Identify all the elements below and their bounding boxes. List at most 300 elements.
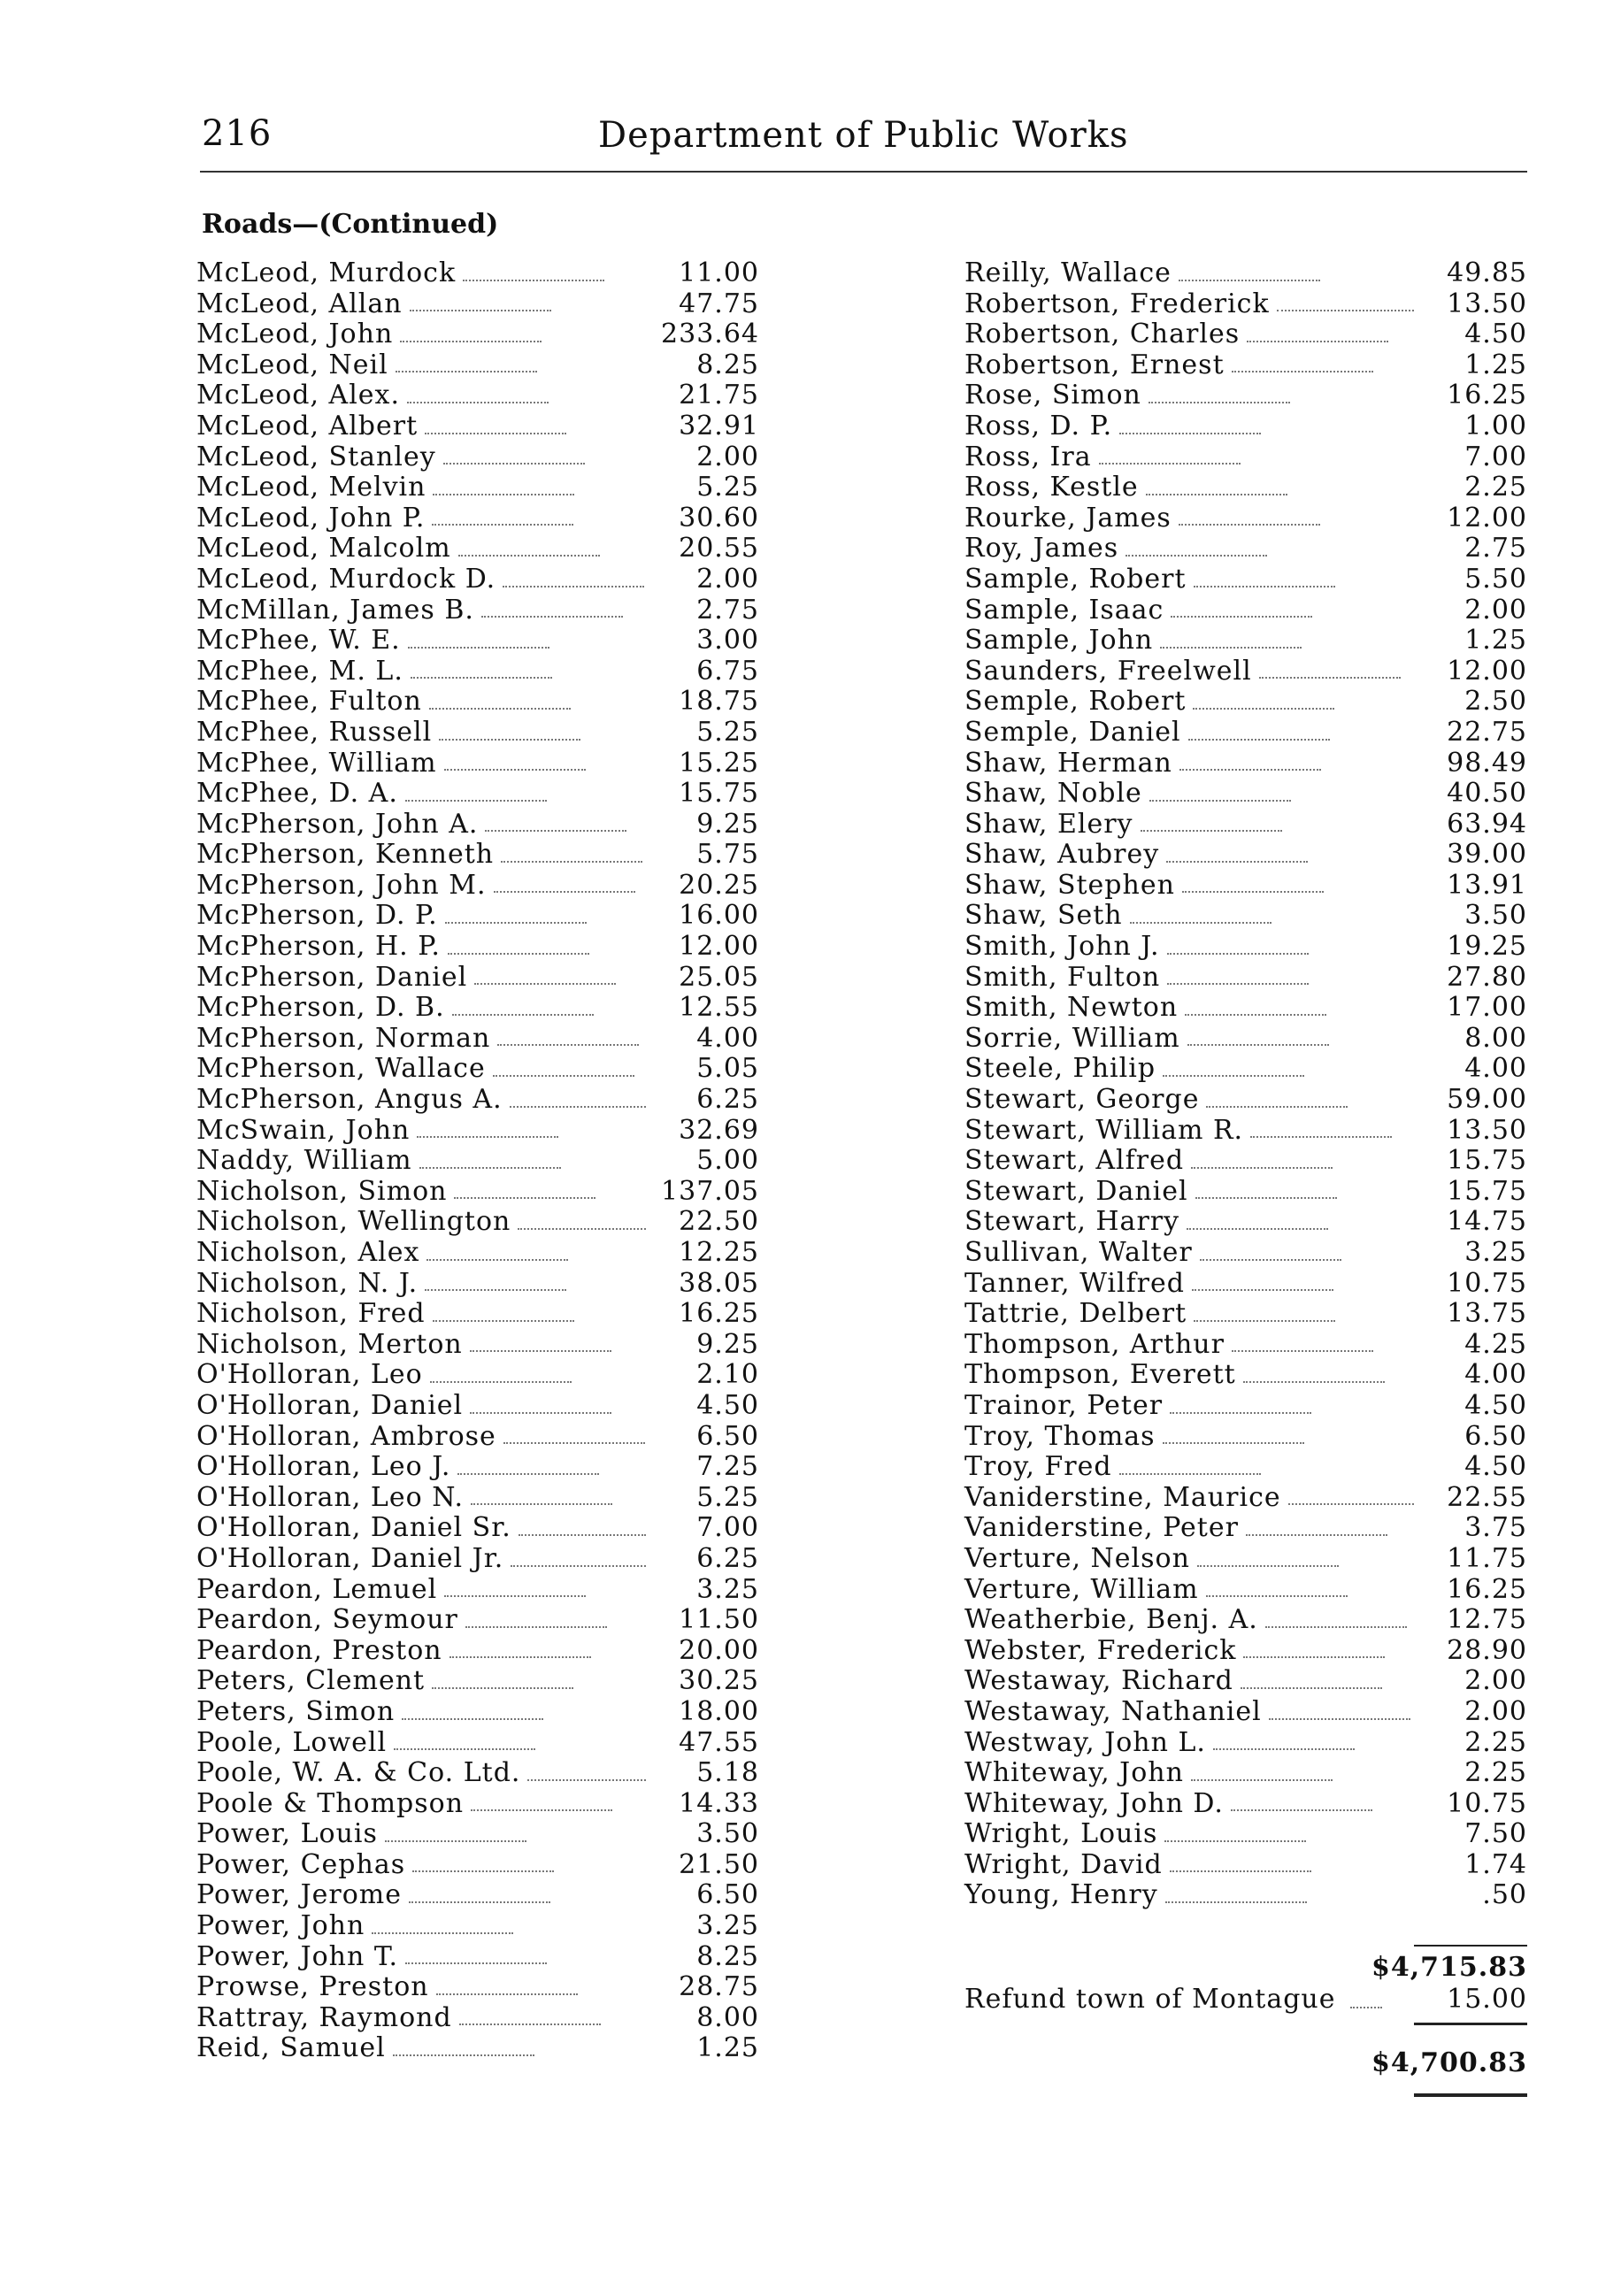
- payee-name: Smith, Fulton: [964, 961, 1161, 993]
- payment-row: [196, 840, 759, 871]
- payee-name: Steele, Philip: [964, 1053, 1156, 1085]
- payment-row: [964, 1513, 1527, 1544]
- dot-leader: [1206, 1105, 1348, 1108]
- payment-amount: 10.75: [1447, 1267, 1527, 1299]
- dot-leader: [400, 340, 542, 342]
- payee-name: Power, John: [196, 1910, 365, 1942]
- dot-leader: [1171, 615, 1312, 618]
- payment-row: [964, 350, 1527, 381]
- dot-leader: [432, 523, 573, 526]
- payment-amount: 5.50: [1464, 563, 1527, 595]
- payee-name: Nicholson, Simon: [196, 1175, 448, 1207]
- payment-row: [196, 319, 759, 350]
- dot-leader: [454, 1196, 595, 1199]
- payee-name: Peardon, Seymour: [196, 1604, 458, 1636]
- payment-row: [964, 1054, 1527, 1085]
- dot-leader: [471, 1808, 612, 1811]
- payment-amount: 5.05: [696, 1053, 759, 1085]
- payee-name: McLeod, John: [196, 319, 394, 350]
- payment-row: [964, 1636, 1527, 1667]
- payment-row: [196, 626, 759, 657]
- payee-name: Semple, Robert: [964, 686, 1187, 718]
- payee-name: Shaw, Aubrey: [964, 839, 1160, 871]
- payment-row: [964, 626, 1527, 657]
- payment-amount: 8.25: [696, 1940, 759, 1972]
- dot-leader: [1243, 1380, 1385, 1383]
- payment-amount: 8.25: [696, 349, 759, 380]
- payment-row: [964, 687, 1527, 718]
- payment-row: [964, 411, 1527, 442]
- payment-row: [964, 1391, 1527, 1422]
- payment-row: [196, 810, 759, 841]
- payment-amount: 6.25: [696, 1084, 759, 1116]
- payment-amount: 5.25: [696, 472, 759, 503]
- payment-row: [196, 1360, 759, 1391]
- dot-leader: [1119, 432, 1261, 434]
- dot-leader: [433, 1319, 574, 1322]
- payment-amount: 47.55: [679, 1726, 759, 1758]
- dot-leader: [459, 2023, 601, 2025]
- dot-leader: [1288, 1502, 1414, 1505]
- payee-name: Nicholson, Fred: [196, 1298, 426, 1330]
- payee-name: McPherson, Kenneth: [196, 839, 495, 871]
- payee-name: Reilly, Wallace: [964, 257, 1172, 288]
- payment-amount: 15.25: [679, 747, 759, 779]
- page-number: 216: [202, 113, 273, 154]
- payment-amount: 2.25: [1464, 472, 1527, 503]
- payment-row: [196, 1146, 759, 1177]
- payee-name: McLeod, Neil: [196, 349, 388, 380]
- dot-leader: [1246, 1533, 1387, 1536]
- payment-amount: 2.50: [1464, 686, 1527, 718]
- payment-row: [964, 1116, 1527, 1147]
- payment-amount: 1.74: [1464, 1848, 1527, 1880]
- dot-leader: [474, 982, 616, 985]
- dot-leader: [1232, 1349, 1373, 1352]
- dot-leader: [396, 370, 537, 372]
- payee-name: Peters, Clement: [196, 1665, 426, 1697]
- payment-row: [196, 595, 759, 626]
- payment-row: [964, 1697, 1527, 1728]
- payee-name: Stewart, William R.: [964, 1114, 1244, 1146]
- payment-amount: 22.55: [1447, 1481, 1527, 1513]
- payee-name: Semple, Daniel: [964, 716, 1181, 748]
- payment-amount: 6.50: [696, 1420, 759, 1452]
- payee-name: Troy, Fred: [964, 1451, 1112, 1483]
- payment-amount: 1.25: [696, 2032, 759, 2064]
- payee-name: O'Holloran, Leo N.: [196, 1481, 465, 1513]
- payment-row: [964, 932, 1527, 963]
- dot-leader: [1149, 799, 1291, 802]
- dot-leader: [1250, 1135, 1392, 1138]
- dot-leader: [1167, 982, 1309, 985]
- payee-name: Wright, David: [964, 1848, 1163, 1880]
- dot-leader: [1191, 1778, 1333, 1781]
- dot-leader: [417, 1135, 558, 1138]
- payment-amount: 30.25: [679, 1665, 759, 1697]
- payment-amount: 15.75: [1447, 1175, 1527, 1207]
- dot-leader: [1194, 585, 1335, 587]
- payee-name: Thompson, Everett: [964, 1359, 1236, 1391]
- dot-leader: [444, 1594, 586, 1597]
- payment-amount: 2.00: [1464, 1695, 1527, 1727]
- payment-row: [196, 411, 759, 442]
- payment-row: [196, 258, 759, 289]
- payee-name: Young, Henry: [964, 1879, 1158, 1911]
- refund-leader: [1350, 2007, 1382, 2008]
- payment-amount: 28.90: [1447, 1634, 1527, 1666]
- dot-leader: [1179, 768, 1321, 771]
- payment-amount: 5.75: [696, 839, 759, 871]
- payment-amount: 22.50: [679, 1206, 759, 1238]
- payment-row: [964, 1207, 1527, 1238]
- payment-amount: 6.75: [696, 655, 759, 687]
- payee-name: McPhee, Fulton: [196, 686, 422, 718]
- payment-amount: 137.05: [661, 1175, 759, 1207]
- payment-row: [964, 1483, 1527, 1514]
- payment-amount: 4.00: [1464, 1053, 1527, 1085]
- payment-amount: 12.75: [1447, 1604, 1527, 1636]
- payment-amount: 63.94: [1447, 808, 1527, 840]
- payee-name: McPhee, W. E.: [196, 625, 401, 657]
- dot-leader: [1149, 401, 1290, 403]
- payment-row: [196, 1789, 759, 1820]
- payment-amount: 9.25: [696, 1328, 759, 1360]
- payee-name: McPherson, Daniel: [196, 961, 468, 993]
- dot-leader: [1119, 1472, 1261, 1475]
- payment-row: [196, 749, 759, 779]
- payment-amount: 4.50: [1464, 1451, 1527, 1483]
- payee-name: Troy, Thomas: [964, 1420, 1156, 1452]
- payment-amount: 22.75: [1447, 716, 1527, 748]
- refund-label: Refund town of Montague: [964, 1984, 1336, 2015]
- payment-amount: 18.00: [679, 1695, 759, 1727]
- payment-row: [964, 1819, 1527, 1850]
- payment-row: [196, 1666, 759, 1697]
- dot-leader: [503, 585, 644, 587]
- dot-leader: [419, 1166, 561, 1169]
- dot-leader: [458, 554, 600, 557]
- payment-row: [196, 1207, 759, 1238]
- payment-amount: 25.05: [679, 961, 759, 993]
- dot-leader: [433, 493, 574, 495]
- dot-leader: [1193, 707, 1334, 710]
- payee-name: Whiteway, John D.: [964, 1787, 1224, 1819]
- payment-row: [964, 871, 1527, 902]
- payment-amount: 14.33: [679, 1787, 759, 1819]
- payment-amount: 6.50: [1464, 1420, 1527, 1452]
- payment-row: [196, 901, 759, 932]
- payment-amount: 98.49: [1447, 747, 1527, 779]
- payee-name: Robertson, Frederick: [964, 288, 1270, 319]
- payment-row: [964, 472, 1527, 503]
- payee-name: Ross, Ira: [964, 441, 1092, 472]
- payment-amount: 5.25: [696, 1481, 759, 1513]
- payment-amount: 20.00: [679, 1634, 759, 1666]
- payee-name: McPherson, D. P.: [196, 900, 438, 932]
- dot-leader: [465, 1625, 607, 1628]
- dot-leader: [481, 615, 623, 618]
- payee-name: Thompson, Arthur: [964, 1328, 1225, 1360]
- dot-leader: [457, 1472, 599, 1475]
- payment-amount: 40.50: [1447, 778, 1527, 810]
- payment-amount: 13.91: [1447, 869, 1527, 901]
- payee-name: McPherson, John A.: [196, 808, 479, 840]
- payment-amount: 12.00: [679, 931, 759, 963]
- payment-amount: 14.75: [1447, 1206, 1527, 1238]
- payment-amount: 7.25: [696, 1451, 759, 1483]
- dot-leader: [1265, 1625, 1407, 1628]
- payee-name: Ross, D. P.: [964, 410, 1113, 442]
- payment-amount: 28.75: [679, 1971, 759, 2003]
- payment-row: [196, 687, 759, 718]
- payment-row: [196, 1116, 759, 1147]
- payment-row: [196, 1728, 759, 1759]
- payment-row: [196, 1177, 759, 1208]
- dot-leader: [511, 1564, 646, 1567]
- payee-name: Shaw, Elery: [964, 808, 1133, 840]
- payee-name: Westaway, Nathaniel: [964, 1695, 1262, 1727]
- payment-row: [964, 1605, 1527, 1636]
- dot-leader: [449, 1655, 591, 1658]
- dot-leader: [436, 1993, 578, 1995]
- payment-row: [964, 1269, 1527, 1300]
- payment-row: [964, 1758, 1527, 1789]
- payment-row: [964, 718, 1527, 749]
- dot-leader: [1179, 279, 1320, 281]
- dot-leader: [1164, 1839, 1306, 1842]
- payment-row: [964, 289, 1527, 320]
- payee-name: Rattray, Raymond: [196, 2001, 452, 2033]
- payment-row: [196, 1330, 759, 1361]
- payment-amount: 47.75: [679, 288, 759, 319]
- dot-leader: [1197, 1564, 1339, 1567]
- payee-name: Smith, Newton: [964, 992, 1179, 1024]
- grand-total-double-rule: [1414, 2093, 1527, 2097]
- payee-name: McPherson, John M.: [196, 869, 487, 901]
- payment-amount: 12.25: [679, 1237, 759, 1268]
- payee-name: Sorrie, William: [964, 1022, 1180, 1054]
- payment-amount: 20.25: [679, 869, 759, 901]
- payment-amount: 4.50: [1464, 1389, 1527, 1421]
- dot-leader: [470, 1349, 611, 1352]
- payee-name: McLeod, Alex.: [196, 380, 401, 411]
- dot-leader: [411, 676, 552, 679]
- payment-amount: 5.25: [696, 716, 759, 748]
- dot-leader: [445, 921, 587, 924]
- dot-leader: [402, 1717, 543, 1720]
- payment-row: [964, 258, 1527, 289]
- payment-row: [964, 1666, 1527, 1697]
- payment-row: [196, 289, 759, 320]
- dot-leader: [518, 1227, 646, 1230]
- payment-row: [964, 1238, 1527, 1269]
- payment-amount: 18.75: [679, 686, 759, 718]
- payment-row: [964, 564, 1527, 595]
- payment-row: [196, 1911, 759, 1942]
- payee-name: Poole & Thompson: [196, 1787, 465, 1819]
- payee-name: Tanner, Wilfred: [964, 1267, 1185, 1299]
- payee-name: McPhee, M. L.: [196, 655, 403, 687]
- payee-name: Nicholson, Alex: [196, 1237, 420, 1268]
- payee-name: McPhee, William: [196, 747, 437, 779]
- payment-row: [196, 442, 759, 473]
- payment-row: [196, 1850, 759, 1881]
- payee-name: Power, Louis: [196, 1818, 378, 1850]
- payment-amount: 3.25: [696, 1910, 759, 1942]
- payment-amount: 3.50: [696, 1818, 759, 1850]
- payee-name: McLeod, Stanley: [196, 441, 436, 472]
- payment-amount: 1.00: [1464, 410, 1527, 442]
- payee-name: Shaw, Stephen: [964, 869, 1175, 901]
- payee-name: Wright, Louis: [964, 1818, 1158, 1850]
- dot-leader: [463, 279, 604, 281]
- payment-amount: 7.00: [1464, 441, 1527, 472]
- payee-name: O'Holloran, Ambrose: [196, 1420, 496, 1452]
- dot-leader: [470, 1411, 611, 1414]
- payee-name: McMillan, James B.: [196, 594, 474, 626]
- dot-leader: [432, 1686, 573, 1689]
- payee-name: McSwain, John: [196, 1114, 411, 1146]
- payment-row: [196, 1238, 759, 1269]
- payee-name: Sample, Isaac: [964, 594, 1164, 626]
- dot-leader: [409, 1901, 550, 1903]
- payee-name: Tattrie, Delbert: [964, 1298, 1187, 1330]
- payment-row: [964, 1146, 1527, 1177]
- payment-amount: 2.25: [1464, 1757, 1527, 1789]
- payee-name: Rourke, James: [964, 502, 1172, 534]
- payment-amount: 17.00: [1447, 992, 1527, 1024]
- payment-amount: 4.50: [1464, 319, 1527, 350]
- payment-row: [964, 534, 1527, 564]
- right-column: [964, 258, 1527, 1911]
- payment-amount: 13.50: [1447, 288, 1527, 319]
- dot-leader: [1269, 1717, 1410, 1720]
- payment-amount: 5.18: [696, 1757, 759, 1789]
- payee-name: O'Holloran, Daniel Jr.: [196, 1542, 504, 1574]
- payment-row: [964, 901, 1527, 932]
- payment-amount: 4.50: [696, 1389, 759, 1421]
- dot-leader: [405, 1962, 547, 1964]
- dot-leader: [1192, 1288, 1333, 1291]
- page-title: Department of Public Works: [598, 115, 1129, 156]
- payment-amount: 12.00: [1447, 502, 1527, 534]
- payment-row: [964, 1452, 1527, 1483]
- dot-leader: [1188, 738, 1330, 741]
- payee-name: Robertson, Ernest: [964, 349, 1225, 380]
- payment-row: [196, 1605, 759, 1636]
- payment-row: [964, 595, 1527, 626]
- payee-name: McPherson, Angus A.: [196, 1084, 503, 1116]
- payment-amount: 7.00: [696, 1512, 759, 1544]
- payment-row: [964, 840, 1527, 871]
- dot-leader: [443, 462, 585, 465]
- payee-name: Roy, James: [964, 533, 1119, 564]
- payee-name: McPherson, D. B.: [196, 992, 445, 1024]
- payment-row: [196, 1697, 759, 1728]
- payment-amount: 4.25: [1464, 1328, 1527, 1360]
- payment-amount: 32.91: [679, 410, 759, 442]
- dot-leader: [1166, 860, 1308, 863]
- payee-name: Power, Cephas: [196, 1848, 406, 1880]
- dot-leader: [497, 1043, 639, 1046]
- payment-row: [196, 1758, 759, 1789]
- payment-amount: 21.75: [679, 380, 759, 411]
- payment-amount: 2.75: [1464, 533, 1527, 564]
- payee-name: Shaw, Seth: [964, 900, 1123, 932]
- payment-amount: 7.50: [1464, 1818, 1527, 1850]
- dot-leader: [439, 738, 580, 741]
- payment-amount: 15.75: [679, 778, 759, 810]
- payee-name: McLeod, Allan: [196, 288, 403, 319]
- payee-name: Stewart, Harry: [964, 1206, 1180, 1238]
- payment-amount: 11.75: [1447, 1542, 1527, 1574]
- grand-total-amount: $4,700.83: [1371, 2047, 1527, 2078]
- payment-row: [196, 932, 759, 963]
- payee-name: Westway, John L.: [964, 1726, 1206, 1758]
- payment-row: [196, 1299, 759, 1330]
- payment-row: [196, 1085, 759, 1116]
- payment-amount: .50: [1482, 1879, 1527, 1911]
- payee-name: Nicholson, N. J.: [196, 1267, 419, 1299]
- payment-row: [196, 657, 759, 687]
- payment-row: [964, 1728, 1527, 1759]
- payment-row: [196, 503, 759, 534]
- dot-leader: [408, 646, 549, 649]
- refund-amount: 15.00: [1447, 1984, 1527, 2015]
- header-rule: [200, 171, 1527, 173]
- payment-row: [964, 1422, 1527, 1453]
- payment-row: [964, 1850, 1527, 1881]
- dot-leader: [471, 1502, 612, 1505]
- dot-leader: [501, 860, 642, 863]
- payment-amount: 8.00: [696, 2001, 759, 2033]
- payment-row: [196, 564, 759, 595]
- dot-leader: [407, 401, 549, 403]
- payment-amount: 4.00: [696, 1022, 759, 1054]
- payee-name: McLeod, Albert: [196, 410, 419, 442]
- payee-name: O'Holloran, Leo: [196, 1359, 423, 1391]
- payment-amount: 2.75: [696, 594, 759, 626]
- payment-row: [196, 2033, 759, 2064]
- dot-leader: [405, 799, 547, 802]
- payment-amount: 10.75: [1447, 1787, 1527, 1819]
- dot-leader: [1160, 646, 1302, 649]
- dot-leader: [1195, 1196, 1337, 1199]
- payment-amount: 13.75: [1447, 1298, 1527, 1330]
- payment-amount: 1.25: [1464, 349, 1527, 380]
- payment-row: [196, 1452, 759, 1483]
- payee-name: Rose, Simon: [964, 380, 1141, 411]
- payment-amount: 12.00: [1447, 655, 1527, 687]
- payment-amount: 3.75: [1464, 1512, 1527, 1544]
- payment-row: [964, 1330, 1527, 1361]
- dot-leader: [452, 1013, 594, 1016]
- payment-amount: 8.00: [1464, 1022, 1527, 1054]
- payee-name: Stewart, Daniel: [964, 1175, 1188, 1207]
- payment-amount: 16.25: [1447, 1573, 1527, 1605]
- dot-leader: [1194, 1319, 1335, 1322]
- dot-leader: [510, 1105, 646, 1108]
- payment-row: [196, 1819, 759, 1850]
- dot-leader: [426, 1258, 568, 1261]
- payment-amount: 49.85: [1447, 257, 1527, 288]
- payment-amount: 233.64: [661, 319, 759, 350]
- dot-leader: [1232, 370, 1373, 372]
- payment-row: [964, 779, 1527, 810]
- payment-row: [196, 1024, 759, 1055]
- payee-name: Vaniderstine, Maurice: [964, 1481, 1281, 1513]
